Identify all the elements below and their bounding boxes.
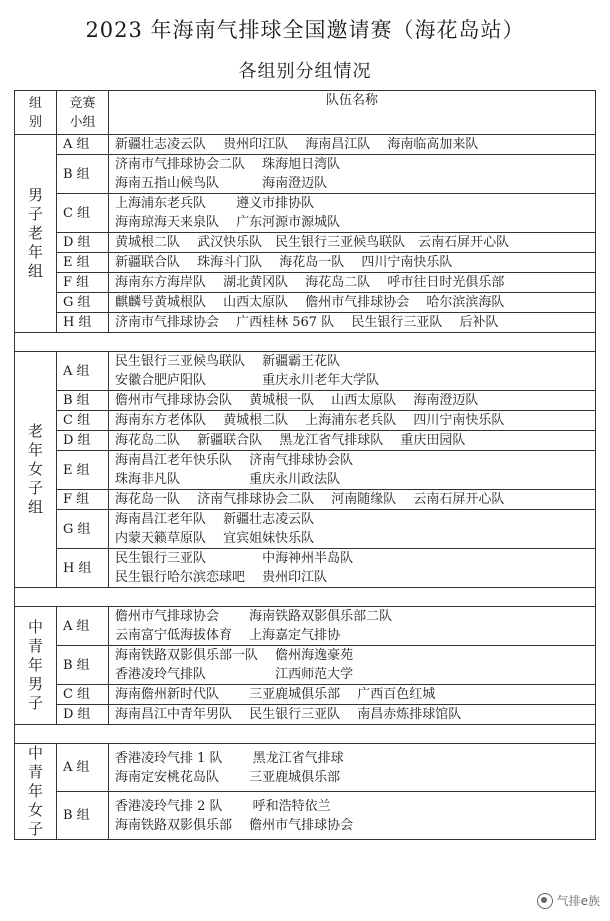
brand-mark bbox=[537, 892, 600, 909]
teams-cell bbox=[109, 646, 596, 685]
table-row bbox=[15, 431, 596, 451]
header-group: 竞赛 小组 bbox=[57, 91, 109, 135]
group-name-cell: C 组 bbox=[57, 194, 109, 233]
group-name-cell: F 组 bbox=[57, 490, 109, 510]
teams-cell bbox=[109, 313, 596, 333]
teams-cell bbox=[109, 253, 596, 273]
team-line: 新疆壮志凌云队 贵州印江队 海南昌江队 海南临高加来队 bbox=[115, 137, 479, 152]
table-row bbox=[15, 451, 596, 490]
table-row bbox=[15, 391, 596, 411]
team-line: 香港凌玲气排 1 队 黑龙江省气排球 bbox=[115, 750, 344, 766]
team-line: 儋州市气排球协会 海南铁路双影俱乐部二队 bbox=[115, 609, 393, 624]
header-teams: 队伍名称 bbox=[109, 91, 596, 135]
category-cell: 中 青 年 女 子 bbox=[15, 744, 57, 840]
section-spacer bbox=[15, 588, 596, 607]
teams-cell bbox=[109, 744, 596, 792]
teams-cell bbox=[109, 685, 596, 705]
section-spacer-row bbox=[15, 333, 596, 352]
section-spacer-row bbox=[15, 588, 596, 607]
team-line: 云南富宁低海拔体育 上海嘉定气排协 bbox=[115, 628, 341, 643]
table-row bbox=[15, 549, 596, 588]
group-name-cell: A 组 bbox=[57, 135, 109, 155]
header-row bbox=[15, 91, 596, 135]
teams-cell bbox=[109, 391, 596, 411]
team-line: 民生银行哈尔滨恋球吧 贵州印江队 bbox=[115, 570, 328, 585]
table-row bbox=[15, 313, 596, 333]
category-cell: 老 年 女 子 组 bbox=[15, 352, 57, 588]
group-name-cell: G 组 bbox=[57, 510, 109, 549]
group-name-cell: D 组 bbox=[57, 431, 109, 451]
table-row bbox=[15, 155, 596, 194]
teams-cell bbox=[109, 792, 596, 840]
teams-cell bbox=[109, 293, 596, 313]
teams-cell bbox=[109, 549, 596, 588]
teams-cell bbox=[109, 352, 596, 391]
team-line: 安徽合肥庐阳队 重庆永川老年大学队 bbox=[115, 373, 380, 388]
team-line: 儋州市气排球协会队 黄城根一队 山西太原队 海南澄迈队 bbox=[115, 393, 479, 408]
teams-cell bbox=[109, 431, 596, 451]
table-row bbox=[15, 705, 596, 725]
table-row bbox=[15, 685, 596, 705]
header-category: 组 别 bbox=[15, 91, 57, 135]
table-row bbox=[15, 792, 596, 840]
group-name-cell: E 组 bbox=[57, 451, 109, 490]
team-line: 上海浦东老兵队 遵义市排协队 bbox=[115, 196, 315, 211]
group-name-cell: H 组 bbox=[57, 313, 109, 333]
wechat-icon bbox=[537, 893, 553, 909]
group-name-cell: D 组 bbox=[57, 705, 109, 725]
team-line: 香港凌玲气排队 江西师范大学 bbox=[115, 667, 354, 682]
teams-cell bbox=[109, 273, 596, 293]
table-row bbox=[15, 510, 596, 549]
team-line: 黄城根二队 武汉快乐队 民生银行三亚候鸟联队 云南石屏开心队 bbox=[115, 235, 510, 250]
group-name-cell: B 组 bbox=[57, 646, 109, 685]
table-row bbox=[15, 607, 596, 646]
team-line: 海南昌江老年快乐队 济南气排球协会队 bbox=[115, 453, 354, 468]
brand-label: 气排e族 bbox=[556, 894, 600, 908]
group-name-cell: C 组 bbox=[57, 685, 109, 705]
teams-cell bbox=[109, 194, 596, 233]
table-row bbox=[15, 744, 596, 792]
table-row bbox=[15, 411, 596, 431]
teams-cell bbox=[109, 411, 596, 431]
team-line: 海南昌江中青年男队 民生银行三亚队 南昌赤炼排球馆队 bbox=[115, 707, 462, 722]
category-cell: 男 子 老 年 组 bbox=[15, 135, 57, 333]
table-row bbox=[15, 135, 596, 155]
category-cell: 中 青 年 男 子 bbox=[15, 607, 57, 725]
group-name-cell: A 组 bbox=[57, 352, 109, 391]
table-row bbox=[15, 273, 596, 293]
teams-cell bbox=[109, 155, 596, 194]
group-name-cell: B 组 bbox=[57, 391, 109, 411]
teams-cell bbox=[109, 607, 596, 646]
team-line: 内蒙天籁草原队 宜宾姐妹快乐队 bbox=[115, 531, 315, 546]
team-line: 香港凌玲气排 2 队 呼和浩特依兰 bbox=[115, 798, 331, 814]
document-title: 2023 年海南气排球全国邀请赛（海花岛站） bbox=[85, 18, 525, 42]
teams-cell bbox=[109, 135, 596, 155]
teams-cell bbox=[109, 233, 596, 253]
group-name-cell: E 组 bbox=[57, 253, 109, 273]
grouping-table bbox=[14, 90, 596, 840]
teams-cell bbox=[109, 510, 596, 549]
group-name-cell: B 组 bbox=[57, 792, 109, 840]
group-name-cell: H 组 bbox=[57, 549, 109, 588]
team-line: 济南市气排球协会 广西桂林 567 队 民生银行三亚队 后补队 bbox=[115, 315, 499, 330]
team-line: 民生银行三亚候鸟联队 新疆霸王花队 bbox=[115, 354, 341, 369]
team-line: 民生银行三亚队 中海神州半岛队 bbox=[115, 551, 354, 566]
teams-cell bbox=[109, 451, 596, 490]
table-row bbox=[15, 194, 596, 233]
section-spacer bbox=[15, 725, 596, 744]
team-line: 海南东方老体队 黄城根二队 上海浦东老兵队 四川宁南快乐队 bbox=[115, 413, 505, 428]
team-line: 麒麟号黄城根队 山西太原队 儋州市气排球协会 哈尔滨滨海队 bbox=[115, 295, 505, 310]
team-line: 济南市气排球协会二队 珠海旭日湾队 bbox=[115, 157, 341, 172]
table-row bbox=[15, 646, 596, 685]
team-line: 海南东方海岸队 湖北黄冈队 海花岛二队 呼市往日时光俱乐部 bbox=[115, 275, 505, 290]
team-line: 海南定安桃花岛队 三亚鹿城俱乐部 bbox=[115, 769, 341, 785]
table-row bbox=[15, 293, 596, 313]
teams-cell bbox=[109, 705, 596, 725]
section-spacer bbox=[15, 333, 596, 352]
group-name-cell: F 组 bbox=[57, 273, 109, 293]
team-line: 海南琼海天来泉队 广东河源市源城队 bbox=[115, 215, 341, 230]
table-row bbox=[15, 233, 596, 253]
group-name-cell: A 组 bbox=[57, 607, 109, 646]
team-line: 新疆联合队 珠海斗门队 海花岛一队 四川宁南快乐队 bbox=[115, 255, 453, 270]
team-line: 海花岛一队 济南气排球协会二队 河南随缘队 云南石屏开心队 bbox=[115, 492, 505, 507]
group-name-cell: G 组 bbox=[57, 293, 109, 313]
team-line: 海花岛二队 新疆联合队 黑龙江省气排球队 重庆田园队 bbox=[115, 433, 466, 448]
teams-cell bbox=[109, 490, 596, 510]
team-line: 海南昌江老年队 新疆壮志凌云队 bbox=[115, 512, 315, 527]
group-name-cell: C 组 bbox=[57, 411, 109, 431]
team-line: 海南五指山候鸟队 海南澄迈队 bbox=[115, 176, 328, 191]
section-spacer-row bbox=[15, 725, 596, 744]
team-line: 海南铁路双影俱乐部一队 儋州海逸豪苑 bbox=[115, 648, 354, 663]
group-name-cell: B 组 bbox=[57, 155, 109, 194]
table-row bbox=[15, 352, 596, 391]
group-name-cell: D 组 bbox=[57, 233, 109, 253]
team-line: 海南铁路双影俱乐部 儋州市气排球协会 bbox=[115, 817, 354, 833]
table-row bbox=[15, 490, 596, 510]
team-line: 海南儋州新时代队 三亚鹿城俱乐部 广西百色红城 bbox=[115, 687, 436, 702]
group-name-cell: A 组 bbox=[57, 744, 109, 792]
table-row bbox=[15, 253, 596, 273]
document-subtitle: 各组别分组情况 bbox=[238, 61, 372, 82]
team-line: 珠海非凡队 重庆永川政法队 bbox=[115, 472, 341, 487]
